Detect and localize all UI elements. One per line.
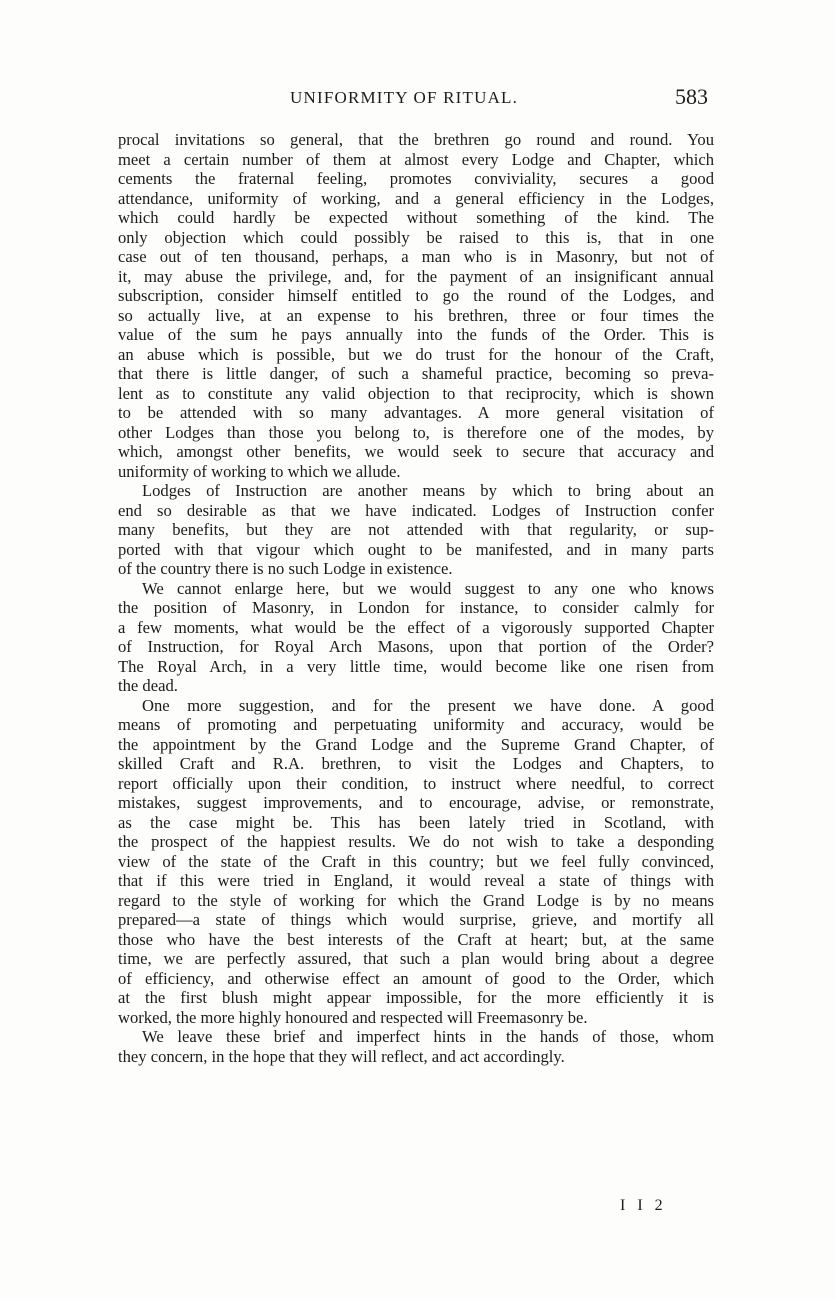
text-line: a few moments, what would be the effect of a vigorously supported Chapter <box>118 617 714 637</box>
text-line: time, we are perfectly assured, that such a plan would bring about a degree <box>118 949 714 968</box>
page-number: 583 <box>675 84 708 109</box>
text-line: skilled Craft and R.A. brethren, to visit the Lodges and Chapters, to <box>118 754 714 773</box>
paragraph-5 <box>118 1027 714 1066</box>
text-line: an abuse which is possible, but we do trust for the honour of the Craft, <box>118 344 714 364</box>
paragraph-1 <box>118 130 714 481</box>
text-line: end so desirable as that we have indicated. Lodges of Instruction confer <box>118 500 714 520</box>
text-line: only objection which could possibly be raised to this is, that in one <box>118 227 714 247</box>
text-line: prepared—a state of things which would surprise, grieve, and mortify all <box>118 910 714 929</box>
text-line: uniformity of working to which we allude. <box>118 461 401 481</box>
text-line: The Royal Arch, in a very little time, would become like one risen from <box>118 656 714 676</box>
text-line: case out of ten thousand, perhaps, a man who is in Masonry, but not of <box>118 247 714 266</box>
text-line: mistakes, suggest improvements, and to encourage, advise, or remonstrate, <box>118 793 714 812</box>
text-line: subscription, consider himself entitled to go the round of the Lodges, and <box>118 286 714 305</box>
running-title: UNIFORMITY OF RITUAL. <box>290 88 519 107</box>
text-line: worked, the more highly honoured and respected will Freemasonry be. <box>118 1007 588 1027</box>
text-line: view of the state of the Craft in this country; but we feel fully convinced, <box>118 851 714 871</box>
text-line: ported with that vigour which ought to be manifested, and in many parts <box>118 539 714 559</box>
text-line: of Instruction, for Royal Arch Masons, upon that portion of the Order? <box>118 637 714 656</box>
text-line: cements the fraternal feeling, promotes conviviality, secures a good <box>118 169 714 188</box>
text-line: the appointment by the Grand Lodge and the Supreme Grand Chapter, of <box>118 734 714 754</box>
text-line: at the first blush might appear impossible, for the more efficiently it is <box>118 988 714 1007</box>
text-line: that if this were tried in England, it would reveal a state of things with <box>118 871 714 890</box>
text-line: to be attended with so many advantages. A more general visitation of <box>118 403 714 422</box>
text-line: that there is little danger, of such a shameful practice, becoming so preva- <box>118 364 714 383</box>
text-line: those who have the best interests of the Craft at heart; but, at the same <box>118 929 714 949</box>
signature-mark: I I 2 <box>620 1197 667 1214</box>
text-line: the prospect of the happiest results. We do not wish to take a desponding <box>118 832 714 851</box>
text-line: value of the sum he pays annually into the funds of the Order. This is <box>118 325 714 344</box>
text-line: attendance, uniformity of working, and a general efficiency in the Lodges, <box>118 188 714 208</box>
text-line: other Lodges than those you belong to, is therefore one of the modes, by <box>118 422 714 442</box>
text-line: means of promoting and perpetuating uniformity and accuracy, would be <box>118 715 714 734</box>
text-line: lent as to constitute any valid objection to that reciprocity, which is shown <box>118 383 714 403</box>
text-line: We cannot enlarge here, but we would suggest to any one who knows <box>142 578 714 598</box>
text-line: they concern, in the hope that they will reflect, and act accordingly. <box>118 1046 565 1066</box>
text-line: procal invitations so general, that the brethren go round and round. You <box>118 130 714 149</box>
text-line: the position of Masonry, in London for instance, to consider calmly for <box>118 598 714 617</box>
text-line: meet a certain number of them at almost every Lodge and Chapter, which <box>118 149 714 169</box>
text-line: Lodges of Instruction are another means by which to bring about an <box>142 481 714 500</box>
text-line: We leave these brief and imperfect hints in the hands of those, whom <box>142 1027 714 1046</box>
paragraph-2 <box>118 481 714 579</box>
text-line: as the case might be. This has been lately tried in Scotland, with <box>118 812 714 832</box>
text-line: of the country there is no such Lodge in existence. <box>118 559 453 578</box>
text-line: report officially upon their condition, to instruct where needful, to correct <box>118 773 714 793</box>
text-line: which, amongst other benefits, we would seek to secure that accuracy and <box>118 442 714 461</box>
text-line: of efficiency, and otherwise effect an amount of good to the Order, which <box>118 968 714 988</box>
body-text <box>118 130 714 1066</box>
text-line: which could hardly be expected without something of the kind. The <box>118 208 714 227</box>
text-line: many benefits, but they are not attended with that regularity, or sup- <box>118 520 714 539</box>
text-line: so actually live, at an expense to his brethren, three or four times the <box>118 305 714 325</box>
text-line: regard to the style of working for which the Grand Lodge is by no means <box>118 890 714 910</box>
text-line: it, may abuse the privilege, and, for the payment of an insignificant annual <box>118 266 714 286</box>
text-line: the dead. <box>118 676 178 695</box>
paragraph-3 <box>118 579 714 696</box>
paragraph-4 <box>118 696 714 1028</box>
text-line: One more suggestion, and for the present we have done. A good <box>142 695 714 715</box>
